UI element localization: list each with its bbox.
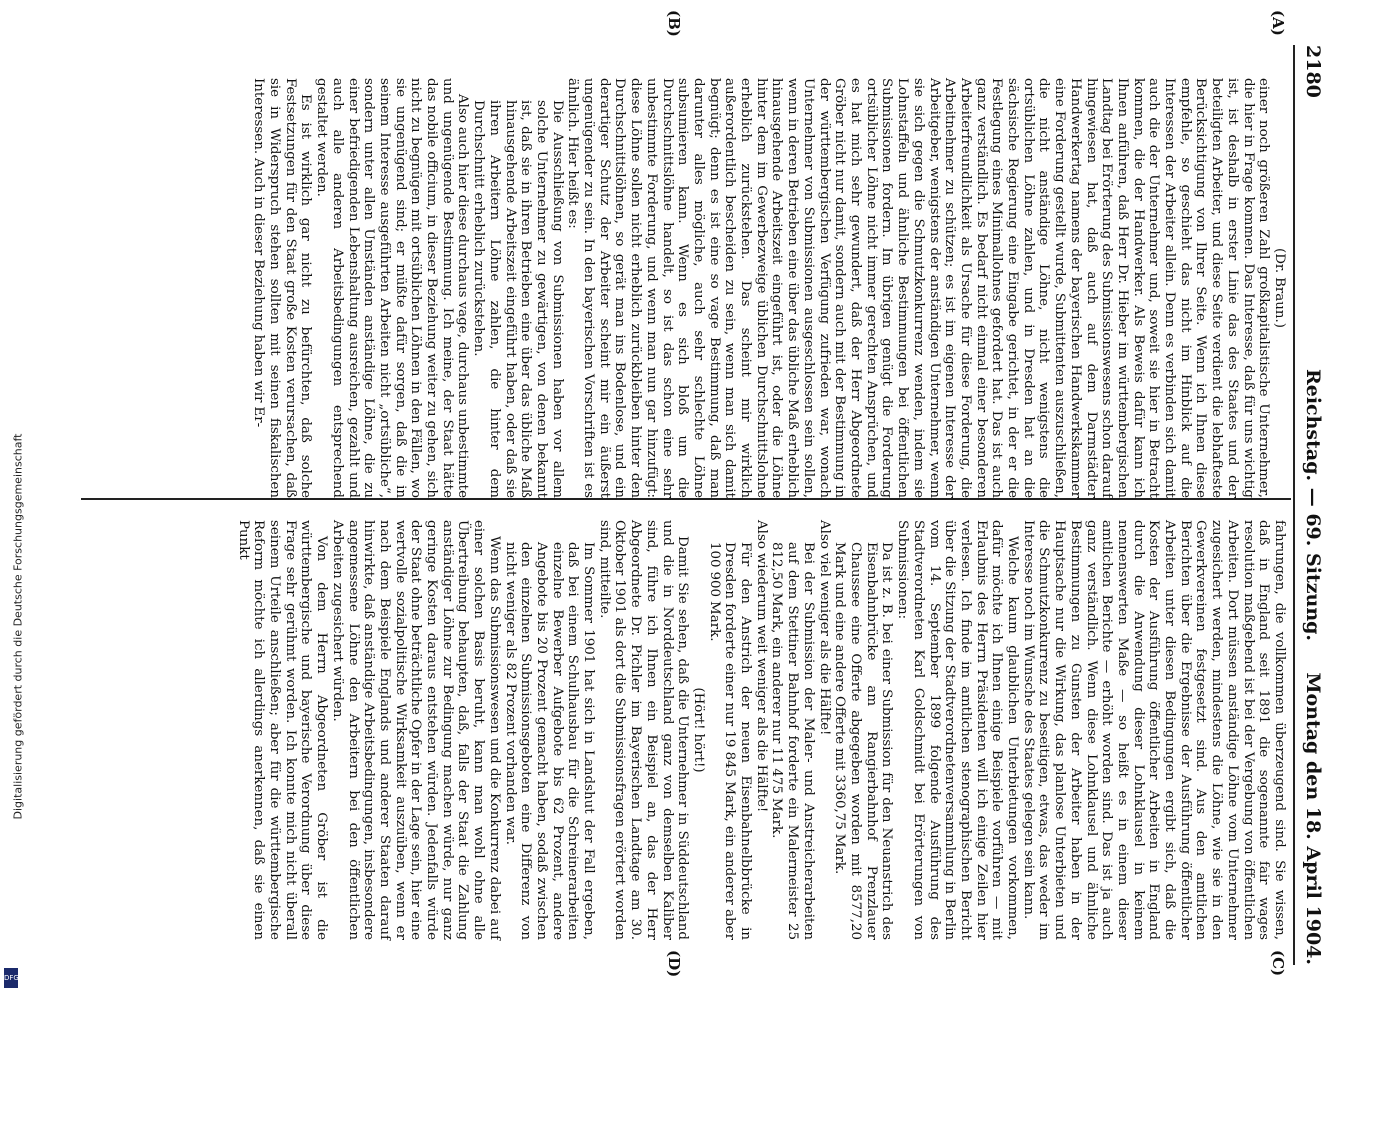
paragraph: Welche kaum glaublichen Unterbietungen vorkommen, dafür möchte ich Ihnen einige Beispiele vorführen — mit Erlaubnis des Herrn Präsidenten will ich einige Zeilen hier verlesen. Ich finde im amtlichen stenographischen Bericht über die Sitzung der Stadtverordnetenversammlung in Berlin vom 14. September 1899 folgende Ausführung des Stadtverordneten Karl Goldschmidt bei Erörterungen von Submissionen: bbox=[895, 520, 1021, 940]
margin-marker-d: (D) bbox=[665, 950, 683, 978]
quote: Bei der Submission der Maler- und Anstreicherarbeiten auf dem Stettiner Bahnhof forderte ein Malermeister 25 812,50 Mark, ein anderer nur 11 475 Mark. bbox=[769, 542, 816, 940]
page-header bbox=[1296, 45, 1328, 965]
paragraph: Wenn das Submissionswesen und die Konkurrenz dabei auf einer solchen Basis beruht, kann man wohl ohne alle Übertreibung behaupten, daß, falls der Staat die Zahlung anständiger Löhne zur Bedingung machen würde, nur ganz geringe Kosten daraus entstehen würden. Jedenfalls würde der Staat ohne beträchtliche Opfer in der Lage sein, hier eine wertvolle sozialpolitische Wirksamkeit auszuüben, wenn er nach dem Beispiele Englands und anderer Staaten darauf hinwirkte, daß anständige Arbeitsbedingungen, insbesondere angemessene Löhne den Arbeitern bei den öffentlichen Arbeiten zugesichert würden. bbox=[329, 520, 502, 940]
right-column bbox=[235, 520, 1287, 940]
speaker-name: (Dr. Braun.) bbox=[1272, 247, 1287, 329]
dfg-logo: DFG bbox=[4, 968, 18, 988]
column-divider bbox=[81, 498, 1291, 500]
session-date: Montag den 18. April 1904. bbox=[1302, 672, 1324, 965]
margin-marker-a: (A) bbox=[1269, 10, 1287, 36]
digitization-credit bbox=[8, 0, 26, 1000]
running-title: Reichstag. — 69. Sitzung. bbox=[1302, 368, 1324, 642]
credit-text: Digitalisierung gefördert durch die Deutsche Forschungsgemeinschaft bbox=[11, 433, 25, 820]
paragraph: Also auch hier diese durchaus vage, durchaus unbestimmte und ungenügende Bestimmung. Ich meine, der Staat hätte das nobile officium, in dieser Beziehung weiter zu gehen, sich nicht zu begnügen mit ortsüblichen Löhnen in den Fällen, wo sie ungenügend sind; er müßte dafür sorgen, daß die in seinem Interesse ausgeführten Arbeiten nicht „ortsübliche“, sondern unter allen Umständen anständige Löhne, die zu einer befriedigenden Lebenshaltung ausreichen, gezahlt und auch alle anderen Arbeitsbedingungen entsprechend gestaltet werden. bbox=[314, 78, 471, 498]
quote: Im Sommer 1901 hat sich in Landshut der Fall ergeben, daß bei einem Schulhausbau für die Schreinerarbeiten einzelne Bewerber Aufgebote bis 62 Prozent, andere Angebote bis 20 Prozent gemacht haben, sodaß zwischen den einzelnen Submissionsgeboten eine Differenz von nicht weniger als 82 Prozent vorhanden war. bbox=[502, 542, 597, 940]
page-number: 2180 bbox=[1302, 45, 1324, 98]
left-column bbox=[251, 78, 1287, 498]
paragraph: Es ist wirklich gar nicht zu befürchten, daß solche Festsetzungen für den Staat große Kosten verursachen, daß sie in Widerspruch stehen sollten mit seinen fiskalischen Interessen. Auch in dieser Beziehung haben wir Er- bbox=[251, 78, 314, 498]
margin-marker-b: (B) bbox=[665, 10, 683, 37]
paragraph: fahrungen, die vollkommen überzeugend sind. Sie wissen, daß in England seit 1891 die sogenannte fair wages resolution maßgebend ist bei der Vergebung von öffentlichen Arbeiten. Dort müssen anständige Löhne vom Unternehmer zugesichert werden, mindestens die Löhne, wie sie in den Gewerkvereinen festgesetzt sind. Aus den amtlichen Berichten über die Ergebnisse der Ausführung öffentlicher Arbeiten unter diesen Bedingungen ergibt sich, daß die Kosten der Ausführung öffentlicher Arbeiten in England durch die Anwendung dieser Lohnklausel in keinem nennenswerten Maße — so heißt es in einem dieser amtlichen Berichte — erhöht worden sind. Das ist ja auch ganz verständlich. Wenn diese Lohnklausel und ähnliche Bestimmungen zu Gunsten der Arbeiter haben in der Hauptsache nur die Wirkung, das planlose Unterbieten und die Schmutzkonkurrenz zu beseitigen, etwas, das weder im Interesse noch im Wunsche des Staates gelegen sein kann. bbox=[1020, 520, 1287, 940]
paragraph: Damit Sie sehen, daß die Unternehmer in Süddeutschland und die in Norddeutschland ganz von demselben Kaliber sind, führe ich Ihnen ein Beispiel an, das der Herr Abgeordnete Dr. Pichler im Bayerischen Landtage am 30. Oktober 1901 als dort die Submissionsfragen erörtert worden sind, mitteilte. bbox=[596, 520, 691, 940]
paragraph: Von dem Herrn Abgeordneten Gröber ist die württembergische und bayerische Verordnung über diese Frage sehr gerühmt worden. Ich konnte mich nicht überall seinem Urteile anschließen; aber für die württembergische Reform möchte ich allerdings anerkennen, daß sie einen Punkt bbox=[235, 520, 330, 940]
quote: Da ist z. B. bei einer Submission für den Neuanstrich des Eisenbahnbrücke am Rangierbahnhof Prenzlauer Chaussee eine Offerte abgegeben worden mit 8577,20 Mark und eine andere Offerte mit 3360,75 Mark. bbox=[832, 542, 895, 940]
margin-marker-c: (C) bbox=[1269, 950, 1287, 977]
header-rule bbox=[1293, 45, 1295, 965]
paragraph: Also viel weniger als die Hälfte! bbox=[816, 520, 832, 736]
interjection: (Hört! hört!) bbox=[690, 687, 706, 773]
paragraph: Also wiederum weit weniger als die Hälfte! bbox=[753, 520, 769, 813]
quote: Für den Anstrich der neuen Eisenbahnelbbrücke in Dresden forderte einer nur 19 845 Mark, ein anderer aber 100 900 Mark. bbox=[706, 542, 754, 940]
quote: Die Ausschließung von Submissionen haben vor allem solche Unternehmer zu gewärtigen, von denen bekannt ist, daß sie in ihren Betrieben eine über das übliche Maß hinausgehende Arbeitszeit eingeführt haben, oder daß sie ihren Arbeitern Löhne zahlen, die hinter dem Durchschnitt erheblich zurückstehen. bbox=[471, 100, 565, 498]
paragraph: einer noch größeren Zahl großkapitalistische Unternehmer, die hier in Frage kommen. Das Interesse, daß für uns wichtig ist, ist deshalb in erster Linie das des Staates und der beteiligten Arbeiter, und diese Seite verdient die lebhafteste Berücksichtigung von Ihrer Seite. Wenn ich Ihnen diese empfehle, so geschieht das nicht im Hinblick auf die Interessen der Arbeiter allein. Denn es verbinden sich damit auch die der Unternehmer und, soweit sie hier in Betracht kommen, die der Handwerker. Als Beweis dafür kann ich Ihnen anführen, daß Herr Dr. Hieber im württembergischen Landtag bei Erörterung des Submissionswesens schon darauf hingewiesen hat, daß auch auf dem Darmstädter Handwerkertag namens der bayerischen Handwerkskammer eine Forderung gestellt wurde, Submittenten auszuschließen, die nicht anständige Löhne, nicht wenigstens die ortsüblichen Löhne zahlen, und in Dresden hat an die sächsische Regierung eine Eingabe gerichtet, in der er die Festlegung eines Minimallohnes gefordert hat. Das ist auch ganz verständlich. Es bedarf nicht einmal einer besonderen Arbeiterfreundlichkeit als Ursache für diese Forderung, die Arbeitnehmer zu schützen; es ist im eigenen Interesse der Arbeitgeber, wenigstens der anständigen Unternehmer, wenn sie sich gegen die Schmutzkonkurrenz wenden, indem sie Lohnstaffeln und ähnliche Bestimmungen bei öffentlichen Submissionen fordern. Im übrigen genügt die Forderung ortsüblicher Löhne nicht immer gerechten Ansprüchen, und es hat mich sehr gewundert, daß der Herr Abgeordnete Gröber nicht nur damit, sondern auch mit der Bestimmung in der württembergischen Verfügung zufrieden war, wonach Unternehmer von Submissionen ausgeschlossen sein sollen, wenn in deren Betrieben eine über das übliche Maß erheblich hinausgehende Arbeitszeit eingeführt ist, oder die Löhne hinter dem im Gewerbezweige üblichen Durchschnittslohne erheblich zurückstehen. Das scheint mir wirklich außerordentlich bescheiden zu sein, wenn man sich damit begnügt; denn es ist eine so vage Bestimmung, daß man darunter alles mögliche, auch sehr schlechte Löhne subsumieren kann. Wenn es sich bloß um die Durchschnittslöhne handelt, so ist das schon eine sehr unbestimmte Forderung, und wenn man nun gar hinzufügt: diese Löhne sollen nicht erheblich zurückbleiben hinter den Durchschnittslöhnen, so gerät man ins Bodenlose, und ein derartiger Schutz der Arbeiter scheint mir ein äußerst ungenügender zu sein. In den bayerischen Vorschriften ist es ähnlich. Hier heißt es: bbox=[565, 78, 1272, 498]
